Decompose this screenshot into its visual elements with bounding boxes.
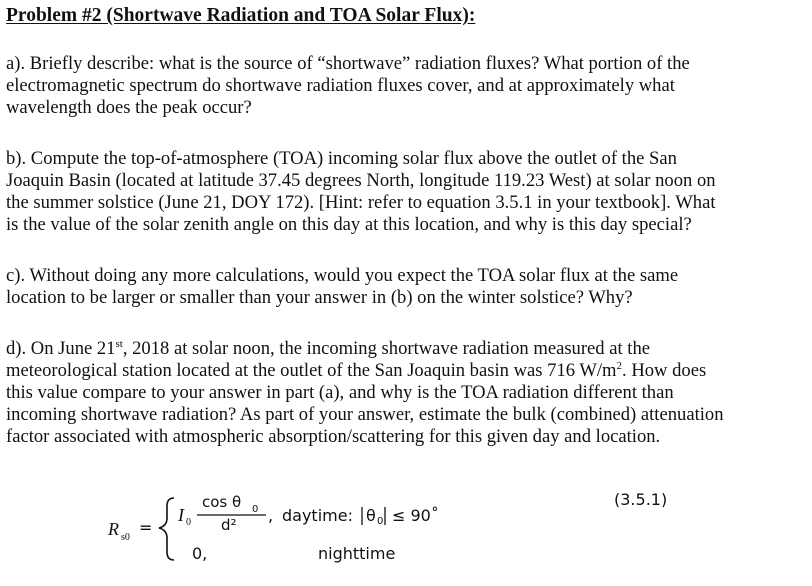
numerator-subscript: 0 — [252, 504, 259, 515]
equation-number: (3.5.1) — [614, 490, 668, 509]
nighttime-label: nighttime — [318, 544, 396, 563]
question-c-line: c). Without doing any more calculations, would you expect the TOA solar flux at the same — [6, 265, 679, 286]
case-comma: , — [268, 506, 274, 525]
daytime-label: daytime: — [282, 506, 353, 525]
question-d-line — [6, 360, 724, 382]
question-d — [6, 338, 724, 448]
fraction-denominator: d² — [221, 516, 237, 534]
daytime-condition: ≤ 90˚ — [392, 506, 439, 525]
question-a-line: electromagnetic spectrum do shortwave radiation fluxes cover, and at approximately what — [6, 75, 675, 96]
question-c — [6, 265, 678, 309]
question-b-line: Joaquin Basin (located at latitude 37.45 degrees North, longitude 119.23 West) at solar noon on — [6, 170, 716, 191]
problem-title: Problem #2 (Shortwave Radiation and TOA Solar Flux): — [6, 5, 476, 26]
coefficient-symbol: I — [178, 505, 184, 525]
question-b-line: the summer solstice (June 21, DOY 172). [Hint: refer to equation 3.5.1 in your textbook]. What — [6, 192, 716, 213]
fraction-numerator: cos θ — [202, 493, 242, 511]
question-b — [6, 148, 716, 236]
left-brace — [159, 498, 174, 560]
question-d-text: meteorological station located at the outlet of the San Joaquin basin was 716 W/m — [6, 360, 617, 381]
question-b-line: b). Compute the top-of-atmosphere (TOA) incoming solar flux above the outlet of the San — [6, 148, 677, 169]
equation-3-5-1 — [0, 470, 812, 586]
question-d-line: this value compare to your answer in part (a), and why is the TOA radiation different than — [6, 382, 674, 403]
unit-superscript: 2 — [616, 360, 623, 372]
equation-strokes — [0, 470, 812, 586]
nighttime-value: 0, — [192, 544, 208, 563]
question-c-line: location to be larger or smaller than your answer in (b) on the winter solstice? Why? — [6, 287, 633, 308]
lhs-subscript: s0 — [121, 532, 130, 543]
question-a-line: a). Briefly describe: what is the source of “shortwave” radiation fluxes? What portion of the — [6, 53, 690, 74]
question-a — [6, 53, 690, 119]
question-d-text: . How does — [622, 360, 707, 381]
equals-sign: = — [139, 518, 153, 537]
lhs-symbol: R — [108, 519, 119, 539]
question-d-line: factor associated with atmospheric absorption/scattering for this given day and location. — [6, 426, 661, 447]
ordinal-superscript: st — [115, 338, 123, 350]
question-d-line: incoming shortwave radiation? As part of your answer, estimate the bulk (combined) attenuation — [6, 404, 724, 425]
condition-theta: θ — [366, 506, 376, 525]
question-d-line — [6, 338, 724, 360]
question-d-text: , 2018 at solar noon, the incoming shortwave radiation measured at the — [122, 338, 651, 359]
coefficient-subscript: 0 — [186, 517, 191, 528]
question-a-line: wavelength does the peak occur? — [6, 97, 252, 118]
condition-theta-subscript: 0 — [377, 516, 384, 527]
question-d-text: d). On June 21 — [6, 338, 116, 359]
question-b-line: is the value of the solar zenith angle on this day at this location, and why is this day special? — [6, 214, 692, 235]
